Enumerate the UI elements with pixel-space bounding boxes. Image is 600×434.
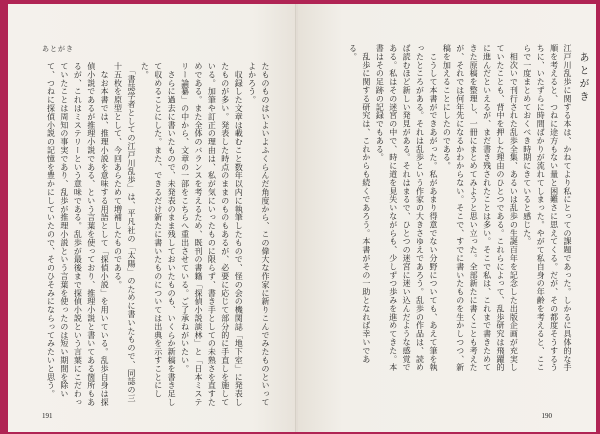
chapter-title: あとがき (577, 52, 588, 104)
left-page-number: 191 (42, 412, 53, 420)
running-head: あとがき (42, 45, 74, 53)
right-page-number: 190 (541, 412, 552, 420)
right-page-body-text: 江戸川乱歩に関する本は、かねてより私にとっての課題であった。しかるに具体的な手順を考えると、つねに途方もない量と困難さに思えてくる。だが、その都度そうするうちに、いたずらに時間ばかりが流れてしまった。やがて私自身の年齢を考えると、ここらで一度まとめておくべき時期にきていると感じた。 相次いで刊行された乱歩全集、あるいは乱歩の生誕百年を記念した出版企画が充実していたことも、背中を押した理由のひとつである。これらによって、乱歩研究は飛躍的に進んだといえるが、まだ書き残されたことは多い。そこで私は、これまで書きためてきた原稿を整理し、一冊にまとめてみようと思い立った。全部新たに書くことも考えたが、それでは何年先になるかわからない。そこで、すでに書いたものを生かしつつ、新稿を加えることにしたのである。 こうして本書ができあがった。私があまり得意でない分野についても、あえて筆を執ったところがある。それは乱歩という作家の大きさゆえであろう。乱歩の作品は、読めば読むほど新しい発見がある。それはまるで、ひとつの迷宮に迷い込んだような感覚である。私はその迷宮の中で、時に道を見失いながらも、少しずつ歩みを進めてきた。本書はその足跡の記録でもある。 乱歩に関する研究は、これからも続くであろう。本書がその一助となれば幸いである。 (348, 44, 572, 372)
right-page (298, 4, 596, 432)
left-page-body-text: たものものはいよいよふくらんだ角度から、この偉大な作家に新りこんでみたものといってよかろう。 収録した文章は載むこと数年以内に執筆したもので、怪の会の機関誌「地下室」に発表したものが多い。発表した時点のままのものもあるが、必要に応じて部分的に手直しを施している。加筆や訂正の理由は、私が気にいったものに限らず、書き手としての未熟さを直すためである。また全体のバランスを考えるため、既刊の書籍「探偵小説談林」と「日本ミステリー論纂」の中から、文章の一部をこちらへ重出させている。ご了承ねがいたい。 さらに過去に書いたもので、未発表のまま残しておいたものも、いくらか新稿を書き足して収めることにした。また、できるだけ新たに書いたものについては出典を示すことにした。 「書誌学者としての江戸川乱歩」は、平凡社の「太陽」のために書いたもので、同誌の三十五枚を原型として、今回あらためて増補したものである。 なお本書では、推理小説を意味する用語として「探偵小説」を用いている。乱歩自身は探偵小説であるが推理小説である、という言葉を使っており、推理小説と書いてある箇所もあるが、これはミステリーという意味である。乱歩が最後まで探偵小説という言葉にこだわっていたことは周知の事実であり、乱歩が推理小説という言葉を使ったのは短い期間を除いて、つねに探偵小説の記憶を豊かにしていたので、そのひそみにならってみたいと思う。 (46, 62, 270, 407)
open-book (8, 4, 596, 432)
left-page (8, 4, 297, 432)
